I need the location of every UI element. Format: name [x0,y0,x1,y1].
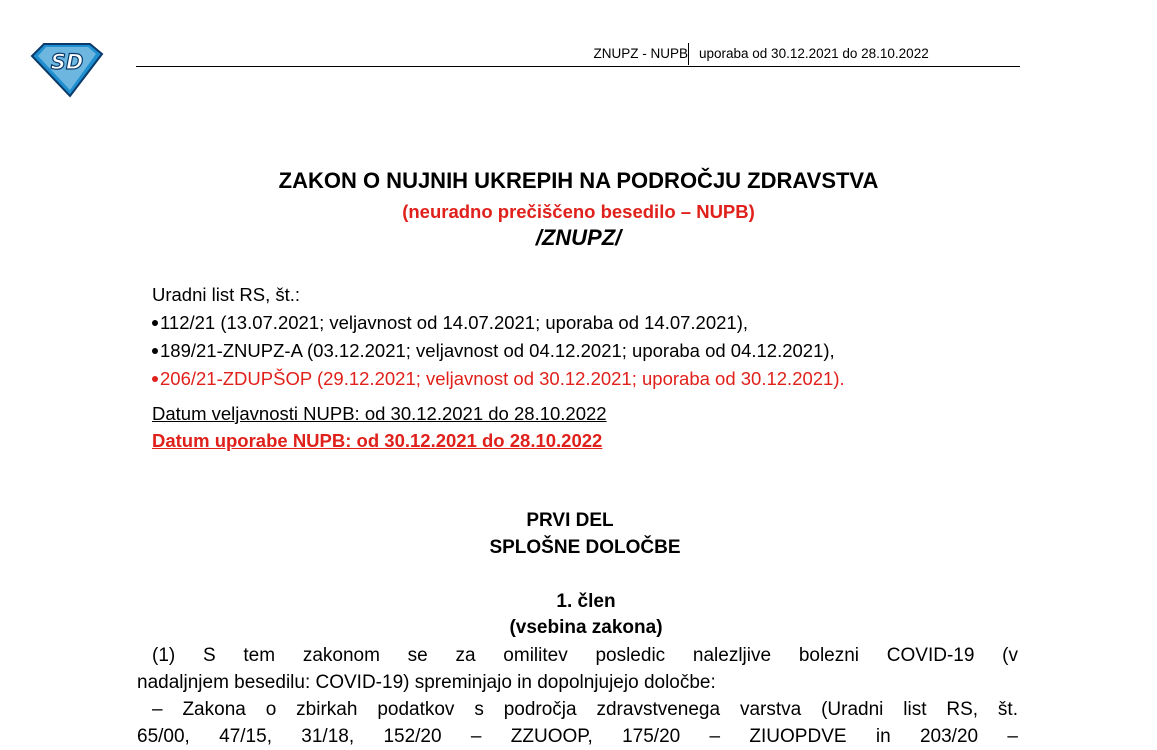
gazette-item-text: 189/21-ZNUPZ-A (03.12.2021; veljavnost od 04.12.2021; uporaba od 04.12.2021), [160,340,835,361]
validity-date: Datum veljavnosti NUPB: od 30.12.2021 do 28.10.2022 [152,403,607,424]
article-title: (vsebina zakona) [509,617,663,638]
gazette-item [152,340,835,362]
law-abbreviation: /ZNUPZ/ [535,225,622,250]
gazette-item [152,368,845,390]
gazette-item-text: 112/21 (13.07.2021; veljavnost od 14.07.2021; uporaba od 14.07.2021), [160,312,749,333]
logo-text: SD [50,50,84,74]
article-body [137,642,1018,750]
part-heading: PRVI DEL [526,510,614,531]
paragraph-line: nadaljnjem besedilu: COVID-19) spreminjajo in dopolnjujejo določbe: [137,672,716,693]
logo-icon [30,38,104,98]
paragraph-line: – Zakona o zbirkah podatkov s področja zdravstvenega varstva (Uradni list RS, št. [152,699,1018,720]
paragraph-line: 65/00, 47/15, 31/18, 152/20 – ZZUOOP, 175/20 – ZIUOPDVE in 203/20 – [137,726,1018,747]
header-usage-dates: uporaba od 30.12.2021 do 28.10.2022 [699,46,929,61]
law-title: ZAKON O NUJNIH UKREPIH NA PODROČJU ZDRAVSTVA [278,168,879,193]
bullet-icon [152,348,158,354]
paragraph-line: (1) S tem zakonom se za omilitev posledic nalezljive bolezni COVID-19 (v [152,645,1018,666]
page-header [136,46,1020,67]
header-separator [688,43,689,65]
part-title: SPLOŠNE DOLOČBE [489,537,681,558]
gazette-label: Uradni list RS, št.: [152,284,301,305]
bullet-icon [152,376,158,382]
article-number: 1. člen [556,591,616,612]
header-doc-code: ZNUPZ - NUPB [593,46,688,61]
gazette-item-text: 206/21-ZDUPŠOP (29.12.2021; veljavnost od 30.12.2021; uporaba od 30.12.2021). [160,368,845,389]
law-subtitle: (neuradno prečiščeno besedilo – NUPB) [402,201,755,222]
bullet-icon [152,320,158,326]
application-date: Datum uporabe NUPB: od 30.12.2021 do 28.10.2022 [152,430,603,451]
gazette-item [152,312,748,334]
